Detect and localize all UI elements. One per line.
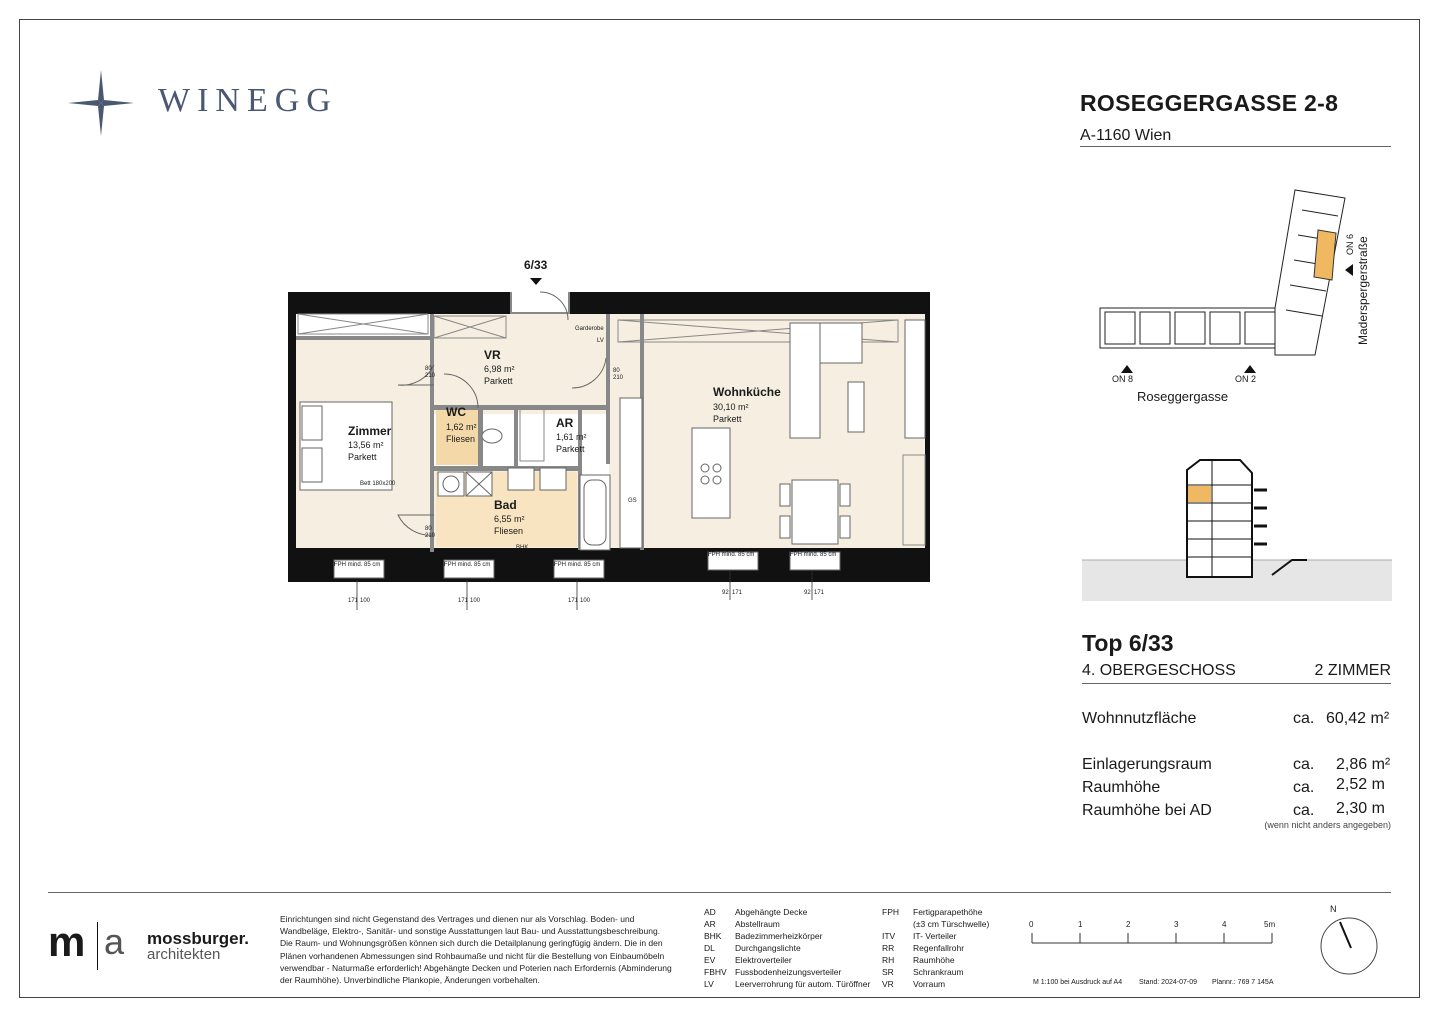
address-title: ROSEGGERGASSE 2-8 xyxy=(1080,90,1339,116)
stand-date: Stand: 2024-07-09 xyxy=(1139,979,1197,986)
legend-text: Fertigparapethöhe xyxy=(913,907,983,917)
legend-text: Badezimmerheizkörper xyxy=(735,931,823,941)
unit-floor: 4. OBERGESCHOSS xyxy=(1082,662,1236,679)
room-area: 13,56 m² xyxy=(348,440,384,450)
scale-tick: 1 xyxy=(1078,920,1083,929)
brand-logo-text: WINEGG xyxy=(158,82,338,119)
legend-text: Abgehängte Decke xyxy=(735,907,808,917)
lv-label: LV xyxy=(597,338,604,344)
scale-tick: 5m xyxy=(1264,920,1276,929)
sill-dim: 100 xyxy=(360,598,371,604)
room-area: 1,62 m² xyxy=(446,422,477,432)
info-ca: ca. xyxy=(1293,710,1315,727)
door-dim: 80 xyxy=(613,368,620,374)
info-label: Raumhöhe bei AD xyxy=(1082,802,1212,819)
room-area: 1,61 m² xyxy=(556,432,587,442)
architect-mark-m: m xyxy=(48,918,86,965)
north-arrow-icon xyxy=(1318,912,1382,976)
entrance-label: ON 8 xyxy=(1112,374,1134,384)
legend-code: LV xyxy=(704,979,714,989)
address-city: A-1160 Wien xyxy=(1080,127,1172,144)
legend-code: RH xyxy=(882,955,895,965)
room-name: AR xyxy=(556,416,574,430)
sill-dim: 100 xyxy=(470,598,481,604)
door-dim: 210 xyxy=(425,533,436,539)
disclaimer-line: Einrichtungen sind nicht Gegenstand des Vertrages und dienen nur als Vorschlag. Boden- und xyxy=(280,914,635,924)
info-label: Raumhöhe xyxy=(1082,779,1161,796)
legend-left xyxy=(704,906,870,990)
legend-code: DL xyxy=(704,943,715,953)
room-area: 30,10 m² xyxy=(713,402,749,412)
building-section xyxy=(1082,455,1392,601)
info-ca: ca. xyxy=(1293,802,1315,819)
legend-code: FBHV xyxy=(704,967,727,977)
legend-code: AR xyxy=(704,919,716,929)
legend-text: Leerverrohrung für autom. Türöffner xyxy=(735,979,871,989)
bhk-label: BHK xyxy=(516,545,529,551)
sill-dim: 171 xyxy=(568,598,579,604)
scale-tick: 3 xyxy=(1174,920,1179,929)
room-name: Bad xyxy=(494,498,517,512)
room-name: VR xyxy=(484,348,501,362)
entrance-label: ON 6 xyxy=(1345,233,1355,255)
sill-dim: 171 xyxy=(814,590,825,596)
architect-mark-divider xyxy=(97,922,98,970)
legend-code: ITV xyxy=(882,931,896,941)
scale-bar xyxy=(1030,928,1280,948)
disclaimer-line: der Raumhöhe). Unverbindliche Plankopie, Änderungen vorbehalten. xyxy=(280,975,540,986)
info-ca: ca. xyxy=(1293,756,1315,773)
unit-title: Top 6/33 xyxy=(1082,630,1174,656)
room-name: WC xyxy=(446,405,466,419)
entrance-label: ON 2 xyxy=(1235,374,1257,384)
room-floor: Fliesen xyxy=(446,434,476,444)
legend-text: IT- Verteiler xyxy=(913,931,957,941)
entry-label: 6/33 xyxy=(524,258,548,272)
compass-star-logo-icon xyxy=(68,70,134,136)
fph-label: FPH mind. 85 cm xyxy=(790,552,837,558)
door-dim: 210 xyxy=(425,373,436,379)
architect-sub: architekten xyxy=(147,946,221,963)
architect-name: mossburger. xyxy=(147,929,250,948)
door-dim: 210 xyxy=(613,375,624,381)
room-floor: Fliesen xyxy=(494,526,524,536)
scale-tick: 2 xyxy=(1126,920,1131,929)
bed-label: Bett 180x200 xyxy=(360,481,396,487)
info-value: 2,86 m² xyxy=(1336,756,1391,773)
legend-code: RR xyxy=(882,943,895,953)
door-dim: 80 xyxy=(425,366,432,372)
room-floor: Parkett xyxy=(556,444,585,454)
sill-dim: 171 xyxy=(348,598,359,604)
gs-label: GS xyxy=(628,498,637,504)
legend-text: Regenfallrohr xyxy=(913,943,965,953)
door-dim: 80 xyxy=(425,526,432,532)
sill-dim: 92 xyxy=(804,590,811,596)
info-ca: ca. xyxy=(1293,779,1315,796)
room-floor: Parkett xyxy=(713,414,742,424)
disclaimer-line: Die Raum- und Wohnungsgrößen können sich durch die Detailplanung geringfügig ändern. Die in den xyxy=(280,938,663,949)
unit-rooms: 2 ZIMMER xyxy=(1314,662,1391,679)
fph-label: FPH mind. 85 cm xyxy=(554,562,601,568)
disclaimer xyxy=(280,913,680,986)
street-label: Maderspergerstraße xyxy=(1356,236,1370,345)
street-label: Roseggergasse xyxy=(1137,389,1229,404)
sill-dim: 100 xyxy=(580,598,591,604)
legend-text: Vorraum xyxy=(913,979,946,989)
footer-divider xyxy=(48,892,1391,893)
fph-label: FPH mind. 85 cm xyxy=(708,552,755,558)
room-floor: Parkett xyxy=(348,452,377,462)
north-label: N xyxy=(1330,904,1337,914)
legend-text: Elektroverteiler xyxy=(735,955,792,965)
divider xyxy=(1080,146,1391,147)
info-label: Einlagerungsraum xyxy=(1082,756,1212,773)
architect-mark-a: a xyxy=(104,921,125,962)
info-value: 2,30 m xyxy=(1336,800,1385,817)
info-value: 60,42 m² xyxy=(1326,710,1390,727)
legend-code: VR xyxy=(882,979,894,989)
legend-text: Schrankraum xyxy=(913,967,964,977)
legend-code: EV xyxy=(704,955,716,965)
scale-note: M 1:100 bei Ausdruck auf A4 xyxy=(1033,979,1123,986)
legend-text: Abstellraum xyxy=(735,919,780,929)
legend-code: SR xyxy=(882,967,894,977)
legend-code: FPH xyxy=(882,907,899,917)
legend-right xyxy=(882,906,989,990)
sill-dim: 171 xyxy=(458,598,469,604)
legend-text: Durchgangslichte xyxy=(735,943,801,953)
info-value: 2,52 m xyxy=(1336,776,1385,793)
legend-text: Raumhöhe xyxy=(913,955,955,965)
legend-text: (±3 cm Türschwelle) xyxy=(913,919,990,929)
plan-number: Plannr.: 769 7 145A xyxy=(1212,979,1274,986)
fph-label: FPH mind. 85 cm xyxy=(334,562,381,568)
legend-code: BHK xyxy=(704,931,722,941)
disclaimer-line: Wandbeläge, Elektro-, Sanitär- und sonstige Ausstattungen laut Bau- und Ausstattungsbeschreibung. xyxy=(280,926,661,937)
info-note: (wenn nicht anders angegeben) xyxy=(1264,820,1391,830)
room-floor: Parkett xyxy=(484,376,513,386)
room-area: 6,98 m² xyxy=(484,364,515,374)
disclaimer-line: Plänen vorhandenen Abmessungen sind Rohbaumaße und nicht für die Bestellung von Einbaumöbeln xyxy=(280,950,665,961)
scale-tick: 4 xyxy=(1222,920,1227,929)
sill-dim: 92 xyxy=(722,590,729,596)
garderobe-label: Garderobe xyxy=(575,326,604,332)
disclaimer-line: verwendbar - Naturmaße erforderlich! Abgehängte Decken und Poterien nach Erfordernis (Abminderung xyxy=(280,962,672,973)
sill-dim: 171 xyxy=(732,590,743,596)
divider xyxy=(1082,683,1391,684)
room-name: Zimmer xyxy=(348,424,392,438)
room-name: Wohnküche xyxy=(713,385,781,399)
fph-label: FPH mind. 85 cm xyxy=(444,562,491,568)
info-label: Wohnnutzfläche xyxy=(1082,710,1197,727)
legend-code: AD xyxy=(704,907,716,917)
legend-text: Fussbodenheizungsverteiler xyxy=(735,967,842,977)
scale-tick: 0 xyxy=(1029,920,1034,929)
room-area: 6,55 m² xyxy=(494,514,525,524)
